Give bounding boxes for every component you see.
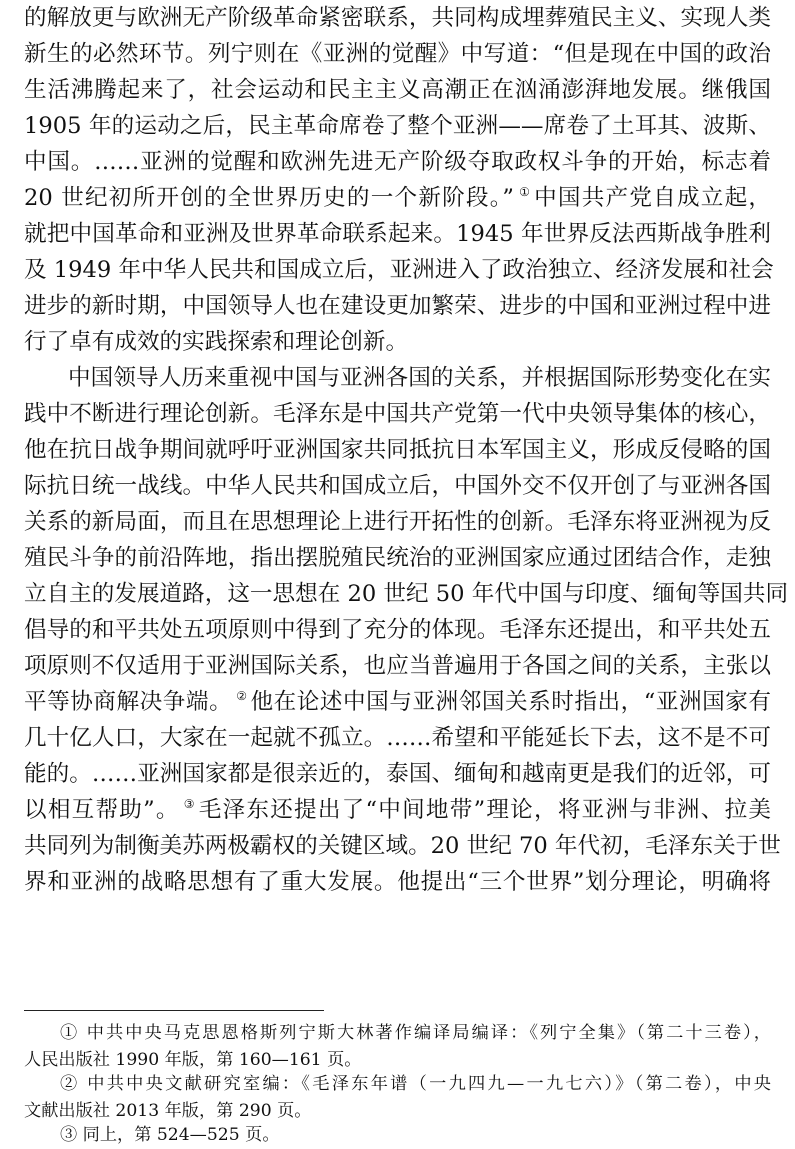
body-line: 倡导的和平共处五项原则中得到了充分的体现。毛泽东还提出，和平共处五 <box>24 617 771 643</box>
body-line: 20 世纪初所开创的全世界历史的一个新阶段。” ① 中国共产党自成立起， <box>24 185 771 211</box>
body-line: 新生的必然环节。列宁则在《亚洲的觉醒》中写道：“但是现在中国的政治 <box>24 41 771 67</box>
body-line: 进步的新时期，中国领导人也在建设更加繁荣、进步的中国和亚洲过程中进 <box>24 293 771 319</box>
body-line: 他在抗日战争期间就呼吁亚洲国家共同抵抗日本军国主义，形成反侵略的国 <box>24 437 771 463</box>
body-line: 中国。……亚洲的觉醒和欧洲先进无产阶级夺取政权斗争的开始，标志着 <box>24 149 771 175</box>
body-line: 平等协商解决争端。 ② 他在论述中国与亚洲邻国关系时指出，“亚洲国家有 <box>24 689 771 715</box>
body-line: 能的。……亚洲国家都是很亲近的，泰国、缅甸和越南更是我们的近邻，可 <box>24 761 771 787</box>
footnote-line: ② 中共中央文献研究室编：《毛泽东年谱（一九四九—一九七六）》（第二卷），中央 <box>60 1074 771 1094</box>
footnote-line: ① 中共中央马克思恩格斯列宁斯大林著作编译局编译：《列宁全集》（第二十三卷）， <box>60 1023 771 1043</box>
footnote-reference: ① <box>517 185 532 199</box>
body-line: 关系的新局面，而且在思想理论上进行开拓性的创新。毛泽东将亚洲视为反 <box>24 509 771 535</box>
body-line: 几十亿人口，大家在一起就不孤立。……希望和平能延长下去，这不是不可 <box>24 725 771 751</box>
body-line: 界和亚洲的战略思想有了重大发展。他提出“三个世界”划分理论，明确将 <box>24 869 771 895</box>
footnote-line: 人民出版社 1990 年版，第 160—161 页。 <box>24 1050 362 1070</box>
body-line: 共同列为制衡美苏两极霸权的关键区域。20 世纪 70 年代初，毛泽东关于世 <box>24 833 781 859</box>
body-line: 际抗日统一战线。中华人民共和国成立后，中国外交不仅开创了与亚洲各国 <box>24 473 771 499</box>
body-line: 1905 年的运动之后，民主革命席卷了整个亚洲——席卷了土耳其、波斯、 <box>24 113 771 139</box>
body-line: 践中不断进行理论创新。毛泽东是中国共产党第一代中央领导集体的核心， <box>24 401 771 427</box>
footnote-line: 文献出版社 2013 年版，第 290 页。 <box>24 1101 312 1121</box>
body-line: 生活沸腾起来了，社会运动和民主主义高潮正在汹涌澎湃地发展。继俄国 <box>24 77 771 103</box>
body-line: 就把中国革命和亚洲及世界革命联系起来。1945 年世界反法西斯战争胜利 <box>24 221 771 247</box>
body-line: 中国领导人历来重视中国与亚洲各国的关系，并根据国际形势变化在实 <box>68 365 771 391</box>
footnote-reference: ③ <box>183 797 196 811</box>
body-line: 立自主的发展道路，这一思想在 20 世纪 50 年代中国与印度、缅甸等国共同 <box>24 581 789 607</box>
body-line: 行了卓有成效的实践探索和理论创新。 <box>24 329 409 355</box>
body-line: 以相互帮助”。 ③ 毛泽东还提出了“中间地带”理论，将亚洲与非洲、拉美 <box>24 797 771 823</box>
body-line: 的解放更与欧洲无产阶级革命紧密联系，共同构成埋葬殖民主义、实现人类 <box>24 5 771 31</box>
body-line: 殖民斗争的前沿阵地，指出摆脱殖民统治的亚洲国家应通过团结合作，走独 <box>24 545 771 571</box>
footnote-line: ③ 同上，第 524—525 页。 <box>60 1125 280 1145</box>
body-line: 及 1949 年中华人民共和国成立后，亚洲进入了政治独立、经济发展和社会 <box>24 257 774 283</box>
footnote-separator <box>24 1010 324 1011</box>
footnote-reference: ② <box>236 689 248 703</box>
body-line: 项原则不仅适用于亚洲国际关系，也应当普遍用于各国之间的关系，主张以 <box>24 653 771 679</box>
